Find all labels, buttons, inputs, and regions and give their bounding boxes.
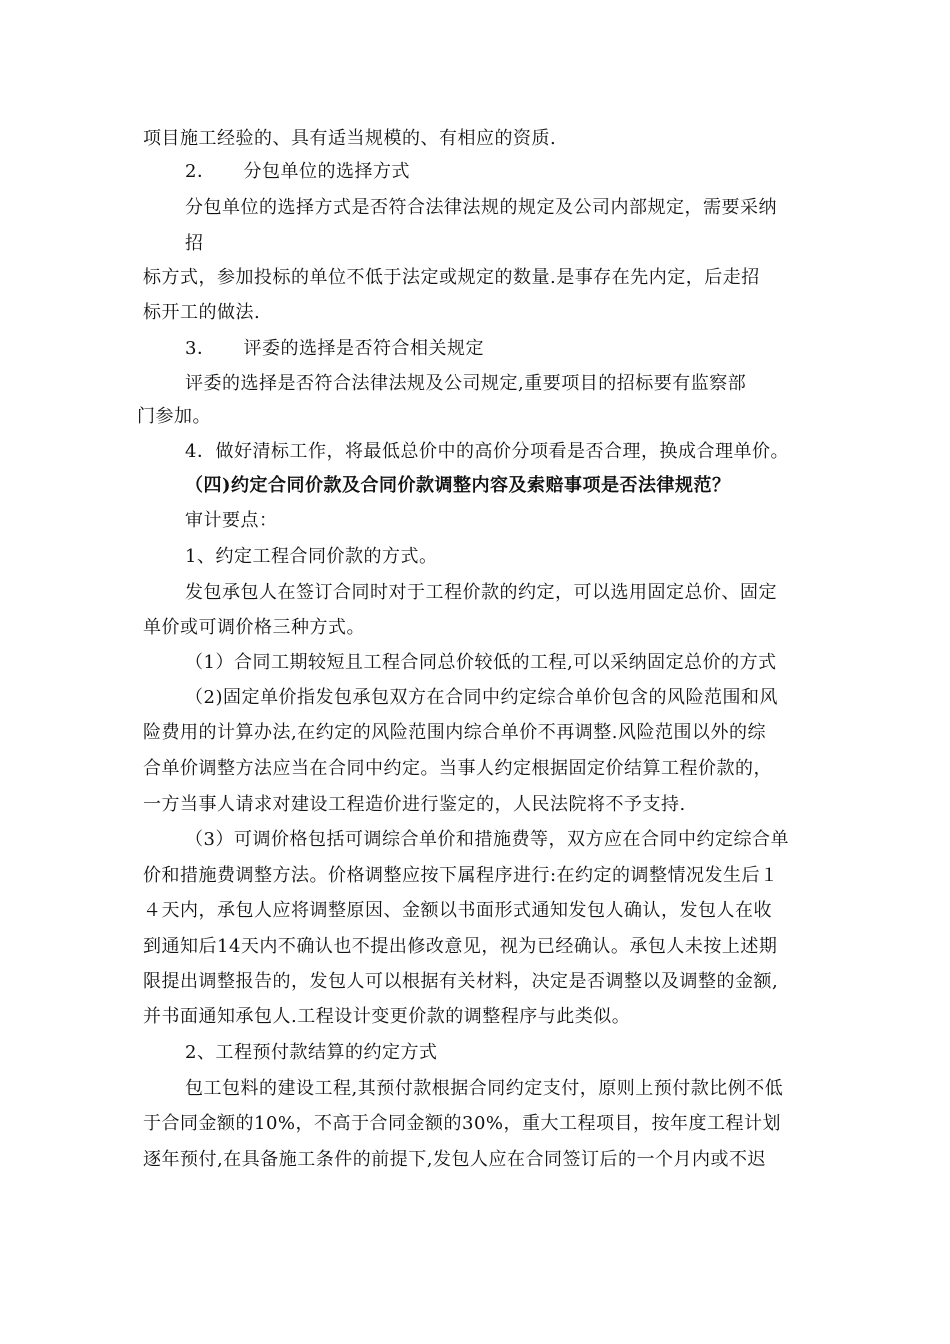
- text-line: 并书面通知承包人.工程设计变更价款的调整程序与此类似。: [143, 1006, 631, 1027]
- text-line: 到通知后14天内不确认也不提出修改意见，视为已经确认。承包人未按上述期: [143, 936, 778, 957]
- text-line: 项目施工经验的、具有适当规模的、有相应的资质.: [143, 128, 557, 149]
- text-line: 标开工的做法.: [143, 302, 261, 323]
- text-line: 分包单位的选择方式是否符合法律法规的规定及公司内部规定，需要采纳: [185, 197, 777, 218]
- text-line: 逐年预付,在具备施工条件的前提下,发包人应在合同签订后的一个月内或不迟: [143, 1149, 766, 1170]
- text-line: 4．做好清标工作，将最低总价中的高价分项看是否合理，换成合理单价。: [185, 441, 789, 462]
- text-line: 于合同金额的10%，不高于合同金额的30%，重大工程项目，按年度工程计划: [143, 1113, 782, 1134]
- text-line: ４天内，承包人应将调整原因、金额以书面形式通知发包人确认，发包人在收: [143, 900, 772, 921]
- text-line: 合单价调整方法应当在合同中约定。当事人约定根据固定价结算工程价款的，: [143, 758, 772, 779]
- section-heading-3: 3． 评委的选择是否符合相关规定: [185, 338, 484, 359]
- text-line: 招: [185, 233, 204, 254]
- text-line: 发包承包人在签订合同时对于工程价款的约定，可以选用固定总价、固定: [185, 582, 777, 603]
- text-line: 评委的选择是否符合法律法规及公司规定,重要项目的招标要有监察部: [185, 373, 747, 394]
- text-line: 包工包料的建设工程,其预付款根据合同约定支付，原则上预付款比例不低: [185, 1078, 784, 1099]
- section-heading-4: （四)约定合同价款及合同价款调整内容及索赔事项是否法律规范？: [185, 475, 731, 496]
- text-line: 门参加。: [137, 406, 211, 427]
- text-line: 价和措施费调整方法。价格调整应按下属程序进行:在约定的调整情况发生后１: [143, 865, 779, 886]
- text-line: （2)固定单价指发包承包双方在合同中约定综合单价包含的风险范围和风: [185, 687, 778, 708]
- text-line: （1）合同工期较短且工程合同总价较低的工程,可以采纳固定总价的方式: [185, 652, 777, 673]
- text-line: 审计要点：: [185, 510, 278, 531]
- section-heading: 2、工程预付款结算的约定方式: [185, 1042, 438, 1063]
- text-line: 限提出调整报告的，发包人可以根据有关材料，决定是否调整以及调整的金额,: [143, 971, 779, 992]
- text-line: （3）可调价格包括可调综合单价和措施费等，双方应在合同中约定综合单: [185, 829, 789, 850]
- section-heading-2: 2． 分包单位的选择方式: [185, 161, 410, 182]
- text-line: 险费用的计算办法,在约定的风险范围内综合单价不再调整.风险范围以外的综: [143, 722, 766, 743]
- text-line: 一方当事人请求对建设工程造价进行鉴定的，人民法院将不予支持.: [143, 794, 686, 815]
- text-line: 单价或可调价格三种方式。: [143, 617, 365, 638]
- text-line: 1、约定工程合同价款的方式。: [185, 546, 438, 567]
- text-line: 标方式，参加投标的单位不低于法定或规定的数量.是事存在先内定，后走招: [143, 267, 760, 288]
